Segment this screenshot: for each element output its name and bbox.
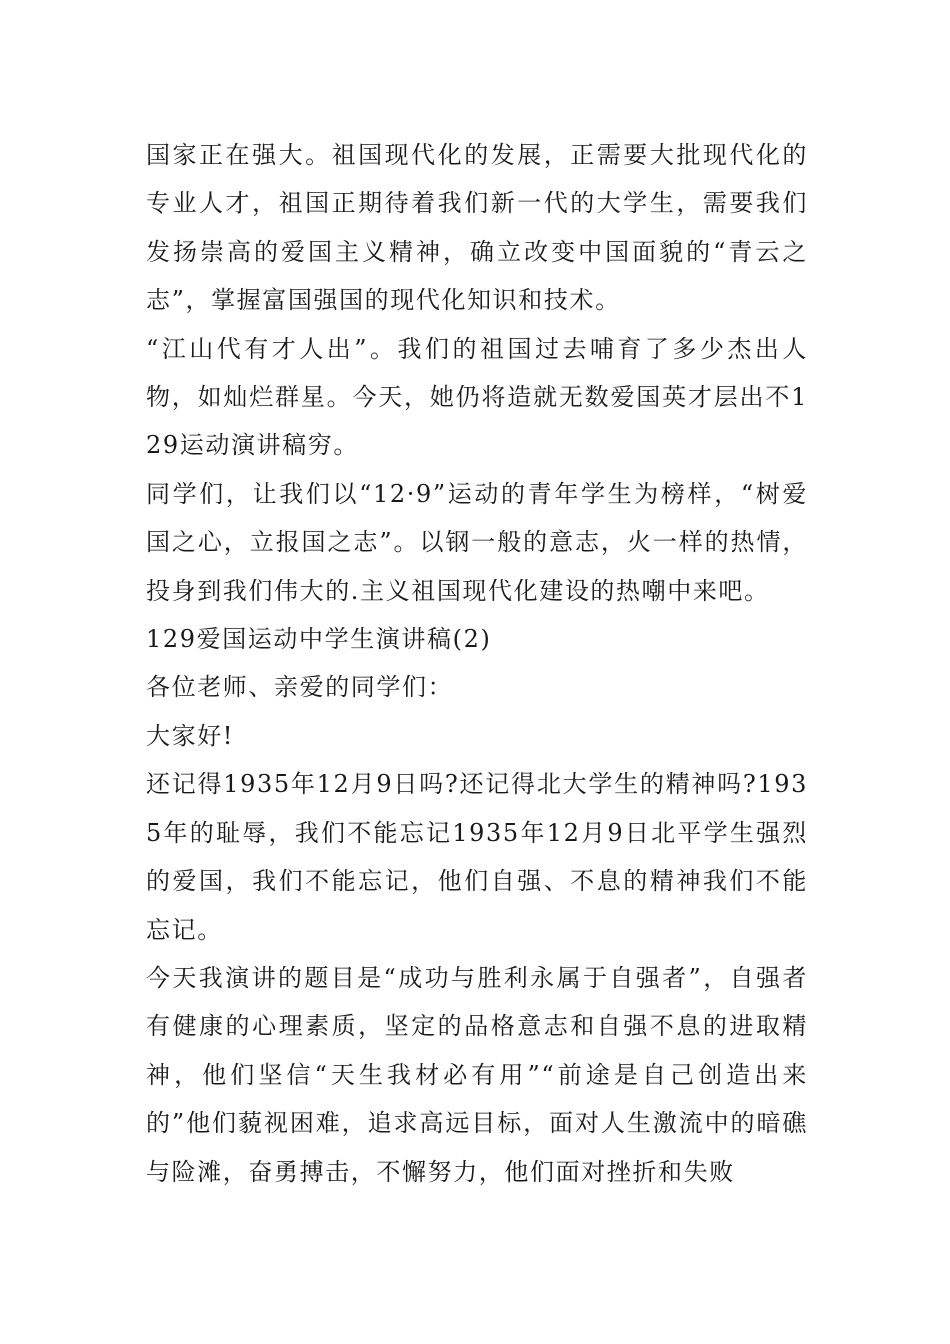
salutation: 各位老师、亲爱的同学们： (146, 673, 454, 702)
greeting: 大家好! (146, 721, 235, 750)
paragraph-3: 同学们，让我们以“12·9”运动的青年学生为榜样，“树爱国之心，立报国之志”。以钢一般的意志，火一样的热情，投身到我们伟大的.主义祖国现代化建设的热嘲中来吧。 (146, 479, 808, 605)
paragraph-1: 国家正在强大。祖国现代化的发展，正需要大批现代化的专业人才，祖国正期待着我们新一代的大学生，需要我们发扬崇高的爱国主义精神，确立改变中国面貌的“青云之志”，掌握富国强国的现代化知识和技术。 (146, 141, 808, 315)
document-page (146, 131, 808, 1196)
section-heading: 129爱国运动中学生演讲稿(2) (146, 625, 492, 654)
paragraph-5: 今天我演讲的题目是“成功与胜利永属于自强者”，自强者有健康的心理素质，坚定的品格意志和自强不息的进取精神，他们坚信“天生我材必有用”“前途是自己创造出来的”他们藐视困难，追求高远目标，面对人生激流中的暗礁与险滩，奋勇搏击，不懈努力，他们面对挫折和失败 (146, 963, 808, 1186)
paragraph-2: “江山代有才人出”。我们的祖国过去哺育了多少杰出人物，如灿烂群星。今天，她仍将造就无数爱国英才层出不129运动演讲稿穷。 (146, 334, 808, 460)
paragraph-4: 还记得1935年12月9日吗?还记得北大学生的精神吗?1935年的耻辱，我们不能忘记1935年12月9日北平学生强烈的爱国，我们不能忘记，他们自强、不息的精神我们不能忘记。 (146, 770, 808, 944)
